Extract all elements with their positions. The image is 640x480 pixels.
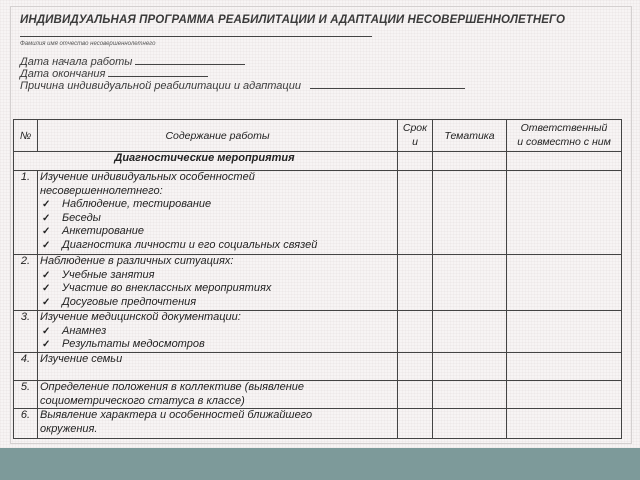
row-number: 6. xyxy=(14,409,38,439)
row-text-line: Изучение семьи xyxy=(40,353,123,365)
row-text-line: социометрического статуса в классе) xyxy=(40,394,245,407)
table-row xyxy=(14,255,622,311)
bullet-item xyxy=(40,325,395,339)
section-row xyxy=(14,152,622,171)
topic-cell[interactable] xyxy=(433,255,507,311)
program-table xyxy=(13,119,622,439)
end-date-label: Дата окончания xyxy=(20,68,106,80)
end-date-blank[interactable] xyxy=(108,67,208,77)
start-date-blank[interactable] xyxy=(135,55,245,65)
responsible-cell[interactable] xyxy=(507,409,622,439)
bullet-item xyxy=(40,269,395,283)
fio-caption: Фамилия имя отчество несовершеннолетнего xyxy=(20,41,156,47)
col-topic-header: Тематика xyxy=(433,120,507,152)
terms-cell[interactable] xyxy=(398,171,433,255)
row-number: 3. xyxy=(14,311,38,353)
topic-cell[interactable] xyxy=(433,409,507,439)
terms-cell[interactable] xyxy=(398,409,433,439)
row-text-line: окружения. xyxy=(40,422,98,435)
bullet-item xyxy=(40,239,395,253)
col-terms-header xyxy=(398,120,433,152)
terms-cell[interactable] xyxy=(398,353,433,381)
bullet-item xyxy=(40,225,395,239)
checkmark-icon: ✓ xyxy=(42,296,51,308)
bullet-text: Учебные занятия xyxy=(62,268,155,281)
col-terms-line1: Срок xyxy=(402,122,428,134)
bullet-text: Диагностика личности и его социальных связей xyxy=(62,238,318,251)
row-text-line: несовершеннолетнего: xyxy=(40,184,163,197)
bottom-band xyxy=(0,448,640,480)
table-row xyxy=(14,381,622,409)
section-cell xyxy=(507,152,622,171)
bullet-text: Участие во внеклассных мероприятиях xyxy=(62,282,272,294)
checkmark-icon: ✓ xyxy=(42,283,51,294)
row-content xyxy=(38,353,398,381)
title-underline xyxy=(20,36,372,37)
row-text-line: Наблюдение в различных ситуациях: xyxy=(40,255,234,267)
row-content xyxy=(38,381,398,409)
row-content xyxy=(38,171,398,255)
terms-cell[interactable] xyxy=(398,255,433,311)
row-content xyxy=(38,311,398,353)
row-text-line: Изучение медицинской документации: xyxy=(40,311,241,323)
row-number: 2. xyxy=(14,255,38,311)
checkmark-icon: ✓ xyxy=(42,325,51,337)
table-row xyxy=(14,409,622,439)
col-responsible-header xyxy=(507,120,622,152)
section-cell xyxy=(433,152,507,171)
row-number: 4. xyxy=(14,353,38,381)
section-cell xyxy=(398,152,433,171)
checkmark-icon: ✓ xyxy=(42,239,51,251)
terms-cell[interactable] xyxy=(398,311,433,353)
col-num-header: № xyxy=(14,120,38,152)
bullet-text: Наблюдение, тестирование xyxy=(62,198,212,210)
section-title: Диагностические мероприятия xyxy=(14,152,398,171)
terms-cell[interactable] xyxy=(398,381,433,409)
bullet-text: Беседы xyxy=(62,211,101,224)
document-title: ИНДИВИДУАЛЬНАЯ ПРОГРАММА РЕАБИЛИТАЦИИ И АДАПТАЦИИ НЕСОВЕРШЕННОЛЕТНЕГО xyxy=(20,14,566,26)
table-row xyxy=(14,171,622,255)
row-text-line: Выявление характера и особенностей ближайшего xyxy=(40,409,313,421)
topic-cell[interactable] xyxy=(433,171,507,255)
bullet-text: Результаты медосмотров xyxy=(62,338,205,350)
bullet-item xyxy=(40,296,395,310)
row-text-line: Изучение индивидуальных особенностей xyxy=(40,171,255,183)
start-date-label: Дата начала работы xyxy=(20,56,133,68)
bullet-item xyxy=(40,198,395,212)
reason-field xyxy=(20,79,465,92)
row-number: 5. xyxy=(14,381,38,409)
row-content xyxy=(38,409,398,439)
table-row xyxy=(14,353,622,381)
checkmark-icon: ✓ xyxy=(42,226,51,237)
bullet-text: Анамнез xyxy=(62,324,107,337)
checkmark-icon: ✓ xyxy=(42,269,51,281)
reason-label: Причина индивидуальной реабилитации и адаптации xyxy=(20,80,301,92)
col-content-header: Содержание работы xyxy=(38,120,398,152)
bullet-item xyxy=(40,212,395,226)
topic-cell[interactable] xyxy=(433,353,507,381)
responsible-cell[interactable] xyxy=(507,171,622,255)
checkmark-icon: ✓ xyxy=(42,212,51,224)
bullet-text: Анкетирование xyxy=(62,225,145,237)
table-row xyxy=(14,311,622,353)
responsible-cell[interactable] xyxy=(507,381,622,409)
row-number: 1. xyxy=(14,171,38,255)
topic-cell[interactable] xyxy=(433,311,507,353)
responsible-cell[interactable] xyxy=(507,255,622,311)
bullet-text: Досуговые предпочтения xyxy=(62,295,197,308)
checkmark-icon: ✓ xyxy=(42,339,51,350)
checkmark-icon: ✓ xyxy=(42,199,51,210)
col-responsible-line1: Ответственный xyxy=(520,122,608,134)
row-content xyxy=(38,255,398,311)
col-responsible-line2: и совместно с ним xyxy=(517,135,611,148)
row-text-line: Определение положения в коллективе (выявление xyxy=(40,381,305,393)
topic-cell[interactable] xyxy=(433,381,507,409)
responsible-cell[interactable] xyxy=(507,353,622,381)
responsible-cell[interactable] xyxy=(507,311,622,353)
reason-blank[interactable] xyxy=(310,79,465,89)
col-terms-line2: и xyxy=(412,135,418,148)
table-header-row xyxy=(14,120,622,152)
bullet-item xyxy=(40,338,395,352)
bullet-item xyxy=(40,282,395,296)
